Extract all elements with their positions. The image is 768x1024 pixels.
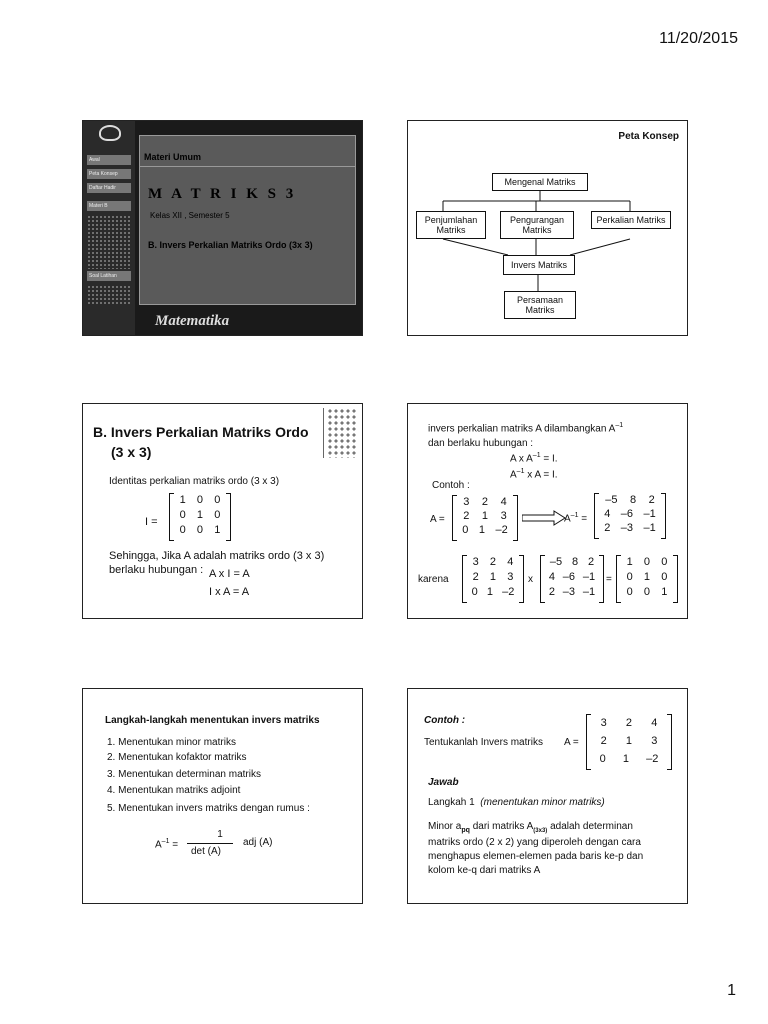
slide-4-line2: dan berlaku hubungan : [428,438,534,449]
identity-label: I = [145,516,158,528]
a-inverse-label [564,512,587,524]
matrix-cell: 1 [478,524,485,536]
slide-3-title-line1: B. Invers Perkalian Matriks Ordo [93,424,309,440]
slide-1-logo-text: Matematika [155,313,230,329]
identity-matrix [169,494,231,540]
matrix-cell: –5 [549,556,563,568]
matrix-cell: –6 [562,571,576,583]
matrix-cell: 0 [214,509,221,521]
matrix-cell: 0 [643,586,651,598]
slide-6-example [407,688,688,904]
node-invers: Invers Matriks [503,255,575,275]
matrix-cell: 2 [463,510,470,522]
matrix-cell: 0 [471,586,478,598]
slide-1-pattern [87,285,131,305]
slide-3-so-line1: Sehingga, Jika A adalah matriks ordo (3 x 3) [109,550,325,562]
matrix-cell: –6 [620,508,634,520]
text: Minor a [428,821,462,832]
matrix-cell: 0 [179,509,186,521]
text: (menentukan minor matriks) [480,797,605,808]
superscript: –1 [570,512,579,519]
node-persamaan: Persamaan Matriks [504,291,576,319]
slide-5-title: Langkah-langkah menentukan invers matriks [105,715,320,726]
equals-sign: = [606,574,612,585]
step-item: 4. Menentukan matriks adjoint [107,785,241,796]
slide-1-pattern [87,215,131,269]
slide-1-menu-item: Soal Latihan [87,271,131,281]
text: A [564,513,571,525]
matrix-cell: 3 [463,496,470,508]
slide-5-steps [82,688,363,904]
step-item: 1. Menentukan minor matriks [107,737,236,748]
text: A [155,839,162,851]
slide-6-answer: Jawab [428,777,459,788]
crest-icon [99,125,121,141]
slide-6-line4: kolom ke-q dari matriks A [428,865,541,876]
slide-1-menu-item: Peta Konsep [87,169,131,179]
slide-6-minor-line [428,821,633,834]
matrix-cell: –1 [582,586,596,598]
matrix-cell: 1 [481,510,489,522]
matrix-a [586,715,672,769]
times-sign: x [528,574,533,585]
matrix-cell: –5 [605,494,618,506]
matrix-a-inverse [594,494,666,538]
text: = [169,839,179,851]
matrix-cell: 2 [600,735,607,747]
matrix-cell: 0 [661,571,668,583]
formula-lhs [155,838,178,850]
matrix-cell: 4 [548,571,556,583]
matrix-cell: –1 [643,508,656,520]
slide-2-concept-map [407,120,688,336]
matrix-cell: 3 [600,717,607,729]
matrix-cell: 0 [196,524,204,536]
subscript: pq [461,827,470,834]
slide-6-line3: menghapus elemen-elemen pada baris ke-p dan [428,851,644,862]
dot-pattern [327,408,357,458]
matrix-cell: –2 [646,753,659,765]
slide-1-menu-item: Awal [87,155,131,165]
matrix-cell: 2 [625,717,633,729]
superscript: –1 [532,452,541,459]
slide-3-identity [82,403,363,619]
formula-numerator: 1 [217,829,223,840]
matrix-cell: –1 [582,571,596,583]
text: A [510,469,517,481]
matrix-cell: 2 [587,556,595,568]
slide-2-title: Peta Konsep [618,131,679,142]
slide-1-menu-item: Materi B [87,201,131,211]
slide-1-subtitle: Kelas XII , Semester 5 [150,211,230,220]
slide-3-identity-text: Identitas perkalian matriks ordo (3 x 3) [109,476,280,487]
divider [140,166,355,167]
formula-rhs: adj (A) [243,837,273,848]
slide-1-topic: B. Invers Perkalian Matriks Ordo (3x 3) [148,240,313,250]
slide-4-example: Contoh : [432,480,470,491]
matrix-cell: 1 [643,571,651,583]
matrix-cell: 4 [507,556,514,568]
matrix-identity-result [616,556,678,602]
matrix-cell: 3 [500,510,507,522]
slide-3-title-line2: (3 x 3) [111,444,152,460]
matrix-cell: –1 [643,522,656,534]
slide-3-eq1: A x I = A [209,568,250,580]
matrix-cell: 0 [462,524,469,536]
slide-4-eq1 [510,452,558,464]
slide-6-task: Tentukanlah Invers matriks [424,737,543,748]
slide-1-title [82,120,363,336]
text: = [578,513,588,525]
slide-4-line1 [428,422,623,434]
slide-4-inverse-definition [407,403,688,619]
page-date: 11/20/2015 [659,30,738,47]
matrix-cell: 2 [472,571,479,583]
arrow-right-icon [522,510,566,526]
slide-6-line2: matriks ordo (2 x 2) yang diperoleh dengan cara [428,837,641,848]
node-pengurangan: Pengurangan Matriks [500,211,574,239]
step-item: 2. Menentukan kofaktor matriks [107,752,247,763]
matrix-cell: 2 [489,556,497,568]
matrix-cell: 0 [661,556,668,568]
slide-4-because: karena [418,574,449,585]
matrix-cell: 2 [481,496,489,508]
text: A x A [510,453,533,465]
a-label: A = [564,737,579,748]
matrix-cell: –3 [620,522,634,534]
slide-1-header: Materi Umum [144,152,202,162]
slide-4-eq2 [510,468,558,480]
text: dari matriks A [469,821,534,832]
matrix-cell: 3 [651,735,658,747]
matrix-cell: 1 [489,571,497,583]
matrix-cell: 8 [571,556,579,568]
fraction-bar [187,843,233,844]
matrix-cell: 2 [604,522,611,534]
page-number: 1 [727,982,736,999]
step-item: 5. Menentukan invers matriks dengan rumus : [107,803,310,814]
matrix-cell: 1 [661,586,668,598]
text: = I. [540,453,558,465]
matrix-cell: 4 [604,508,611,520]
superscript: –1 [516,468,525,475]
slide-3-so-line2: berlaku hubungan : [109,564,204,576]
superscript: –1 [615,422,624,429]
text: invers perkalian matriks A dilambangkan A [428,423,616,435]
matrix-cell: –2 [502,586,515,598]
matrix-cell: 4 [651,717,658,729]
matrix-a [452,496,518,540]
superscript: –1 [161,838,170,845]
matrix-cell: 2 [548,586,556,598]
slide-1-content-panel [139,135,356,305]
slide-6-example: Contoh : [424,715,466,726]
matrix-cell: 1 [626,556,633,568]
subscript: (3x3) [533,828,548,834]
matrix-cell: 1 [625,735,633,747]
matrix-cell: 3 [472,556,479,568]
matrix-cell: –3 [562,586,576,598]
step-item: 3. Menentukan determinan matriks [107,769,261,780]
matrix-cell: 0 [626,586,633,598]
matrix-cell: 8 [630,494,637,506]
matrix-cell: 1 [214,524,221,536]
matrix-cell: 1 [622,753,629,765]
matrix-cell: 1 [196,509,204,521]
slide-6-step1 [428,797,605,808]
matrix-cell: 2 [648,494,655,506]
slide-1-title: M A T R I K S 3 [148,186,297,202]
text: Langkah 1 [428,797,475,808]
node-mengenal-matriks: Mengenal Matriks [492,173,588,191]
matrix-cell: 1 [179,494,186,506]
text: adalah determinan [547,821,633,832]
matrix-cell: 0 [599,753,606,765]
matrix-a-inverse-product [540,556,604,602]
formula-denominator: det (A) [191,846,222,857]
matrix-cell: 0 [643,556,651,568]
matrix-cell: 1 [486,586,493,598]
a-label: A = [430,514,445,525]
node-perkalian: Perkalian Matriks [591,211,671,229]
node-penjumlahan: Penjumlahan Matriks [416,211,486,239]
matrix-cell: 0 [626,571,633,583]
matrix-cell: 3 [507,571,514,583]
matrix-cell: 4 [500,496,507,508]
divider [323,408,324,458]
slide-1-menu-item: Daftar Hadir [87,183,131,193]
matrix-cell: 0 [196,494,204,506]
slide-3-eq2: I x A = A [209,586,250,598]
matrix-cell: 0 [214,494,221,506]
text: x A = I. [524,469,558,481]
matrix-a-product [462,556,524,602]
matrix-cell: –2 [495,524,508,536]
matrix-cell: 0 [179,524,186,536]
